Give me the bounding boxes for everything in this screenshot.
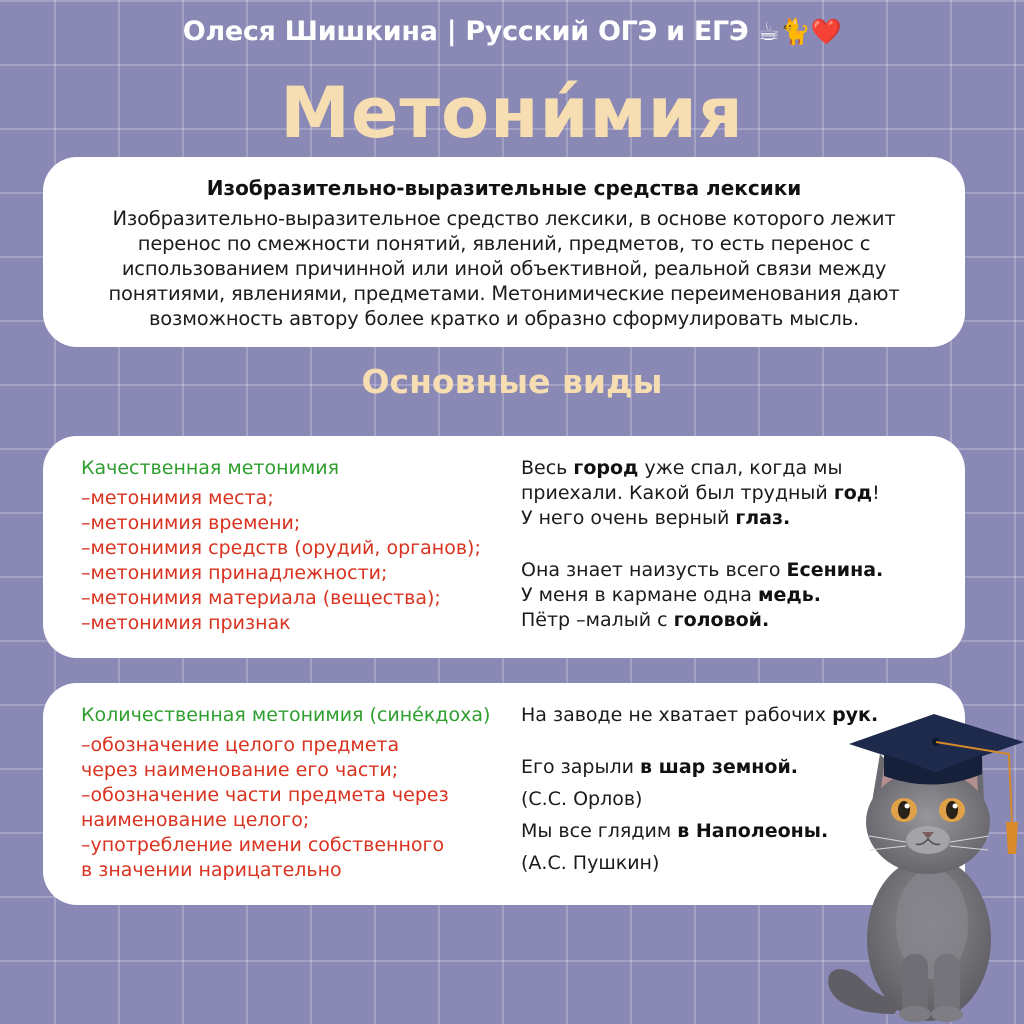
definition-card [43, 157, 965, 347]
qualitative-examples [521, 456, 951, 633]
author-header [0, 16, 1024, 47]
qualitative-name: Качественная метонимия [81, 457, 340, 479]
list-item: –метонимия принадлежности; [81, 562, 388, 584]
list-item: –употребление имени собственного [81, 834, 445, 856]
list-item: –метонимия материала (вещества); [81, 587, 441, 609]
example-line: приехали. Какой был трудный год! [521, 482, 880, 504]
example-source: (С.С. Орлов) [521, 788, 643, 810]
page-title: Метони́мия [280, 72, 744, 154]
list-item: наименование целого; [81, 809, 310, 831]
author-text: Олеся Шишкина | Русский ОГЭ и ЕГЭ [182, 16, 749, 47]
section-title: Основные виды [361, 362, 663, 401]
example-line: Весь город уже спал, когда мы [521, 457, 843, 479]
example-line: Его зарыли в шар земной. [521, 756, 799, 778]
list-item: –метонимия места; [81, 487, 274, 509]
list-item: через наименование его части; [81, 759, 399, 781]
qualitative-types [81, 456, 521, 636]
list-item: –обозначение части предмета через [81, 784, 449, 806]
list-item: –метонимия средств (орудий, органов); [81, 537, 481, 559]
coffee-cat-heart-emoji: ☕🐈❤️ [757, 17, 842, 46]
example-line: Она знает наизусть всего Есенина. [521, 559, 884, 581]
example-source: (А.С. Пушкин) [521, 852, 660, 874]
quantitative-name: Количественная метонимия (сине́кдоха) [81, 704, 491, 726]
example-line: На заводе не хватает рабочих рук. [521, 704, 879, 726]
quantitative-types [81, 703, 521, 883]
example-line: У него очень верный глаз. [521, 507, 791, 529]
example-line: Мы все глядим в Наполеоны. [521, 820, 829, 842]
qualitative-card [43, 436, 965, 658]
example-line: Пётр –малый с головой. [521, 609, 770, 631]
graduate-cat-illustration [824, 714, 1024, 1024]
list-item: –метонимия времени; [81, 512, 301, 534]
definition-text: Изобразительно-выразительное средство лексики, в основе которого лежит перенос по смежности понятий, явлений, предметов, то есть перенос с использованием причинной или иной объективной, реальной связи между понятиями, явлениями, предметами. Метонимические переименования дают возможность автору более кратко и образно сформулировать мысль. [108, 207, 900, 330]
qualitative-list [81, 486, 521, 636]
list-item: –метонимия признак [81, 612, 291, 634]
definition-title: Изобразительно-выразительные средства лексики [206, 176, 802, 200]
example-line: У меня в кармане одна медь. [521, 584, 821, 606]
list-item: в значении нарицательно [81, 859, 342, 881]
list-item: –обозначение целого предмета [81, 734, 400, 756]
quantitative-list [81, 733, 521, 883]
